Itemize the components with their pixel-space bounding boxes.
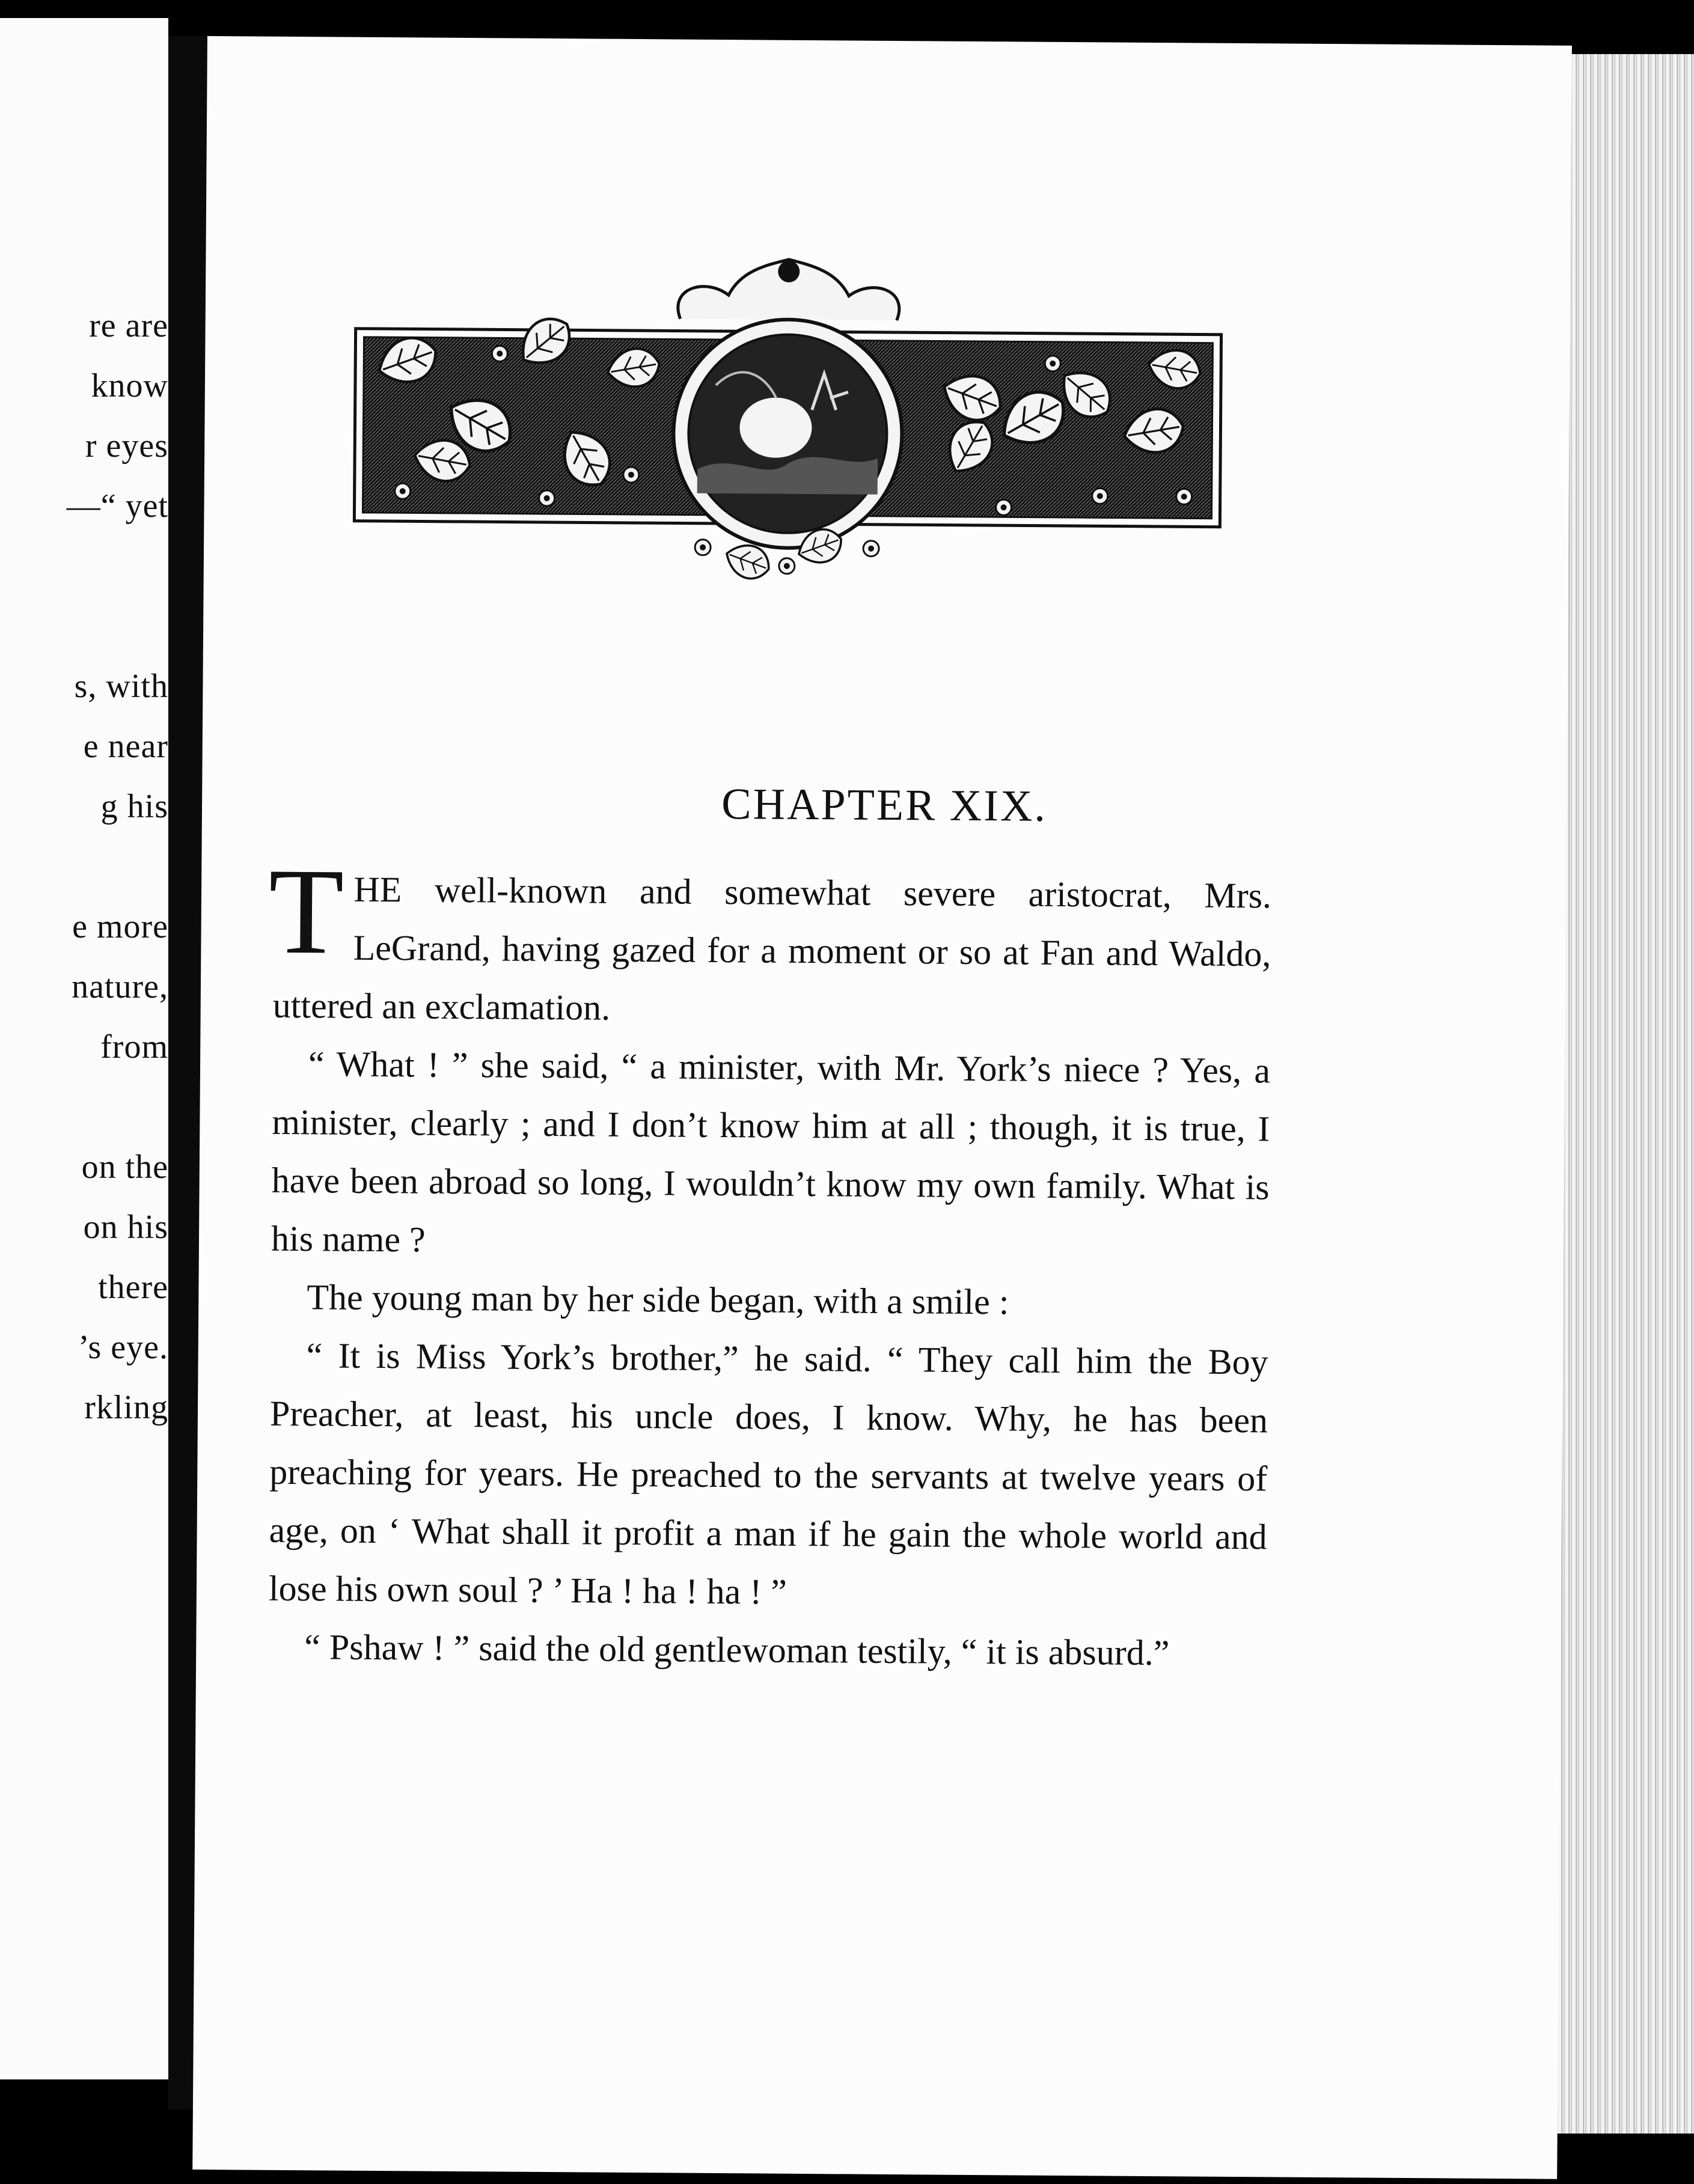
left-text-line: know — [91, 367, 168, 404]
chapter-headpiece-ornament — [341, 251, 1234, 605]
left-text-line: —“ yet — [66, 487, 168, 525]
left-text-line: there — [98, 1269, 168, 1306]
left-text-line: from — [100, 1028, 168, 1066]
left-text-line: ’s eye. — [78, 1329, 168, 1366]
left-text-line: r eyes — [85, 427, 168, 465]
paragraph: “ What ! ” she said, “ a minister, with Mr. York’s niece ? Yes, a minister, clearly ; and I don’t know him at all ; though, it is true, I have been abroad so long, I wouldn’t know my own family. What is his name ? — [271, 1044, 1271, 1260]
left-text-line: nature, — [72, 968, 168, 1005]
chapter-text — [268, 843, 1272, 1683]
paragraph-text: HE well-known and somewhat severe aristocrat, Mrs. LeGrand, having gazed for a moment or so at Fan and Waldo, uttered an exclamation. — [272, 869, 1272, 1028]
left-text-line: on his — [83, 1209, 168, 1246]
paragraph — [268, 843, 1272, 1042]
left-text-line: s, with — [74, 668, 168, 705]
left-text-line: e near — [83, 728, 168, 765]
left-text-line: rkling — [84, 1389, 168, 1426]
chapter-title: CHAPTER XIX. — [721, 779, 1048, 831]
left-text-line: g his — [100, 788, 168, 825]
left-text-line: e more — [72, 908, 168, 945]
paragraph: The young man by her side began, with a smile : — [307, 1277, 1009, 1322]
page-edges — [1551, 54, 1694, 2134]
paragraph: “ It is Miss York’s brother,” he said. “ They call him the Boy Preacher, at least, his uncle does, I know. Why, he has been preaching for years. He preached to the servants at twelve years of age, on ‘ What shall it profit a man if he gain the whole world and lose his own soul ? ’ Ha ! ha ! ha ! ” — [268, 1335, 1268, 1612]
drop-cap: T — [268, 843, 344, 980]
paragraph: “ Pshaw ! ” said the old gentlewoman testily, “ it is absurd.” — [304, 1627, 1170, 1673]
right-page — [192, 36, 1572, 2179]
left-page-fragment — [0, 18, 168, 2079]
left-text-line: re are — [89, 307, 168, 344]
left-text-line: on the — [81, 1148, 168, 1186]
